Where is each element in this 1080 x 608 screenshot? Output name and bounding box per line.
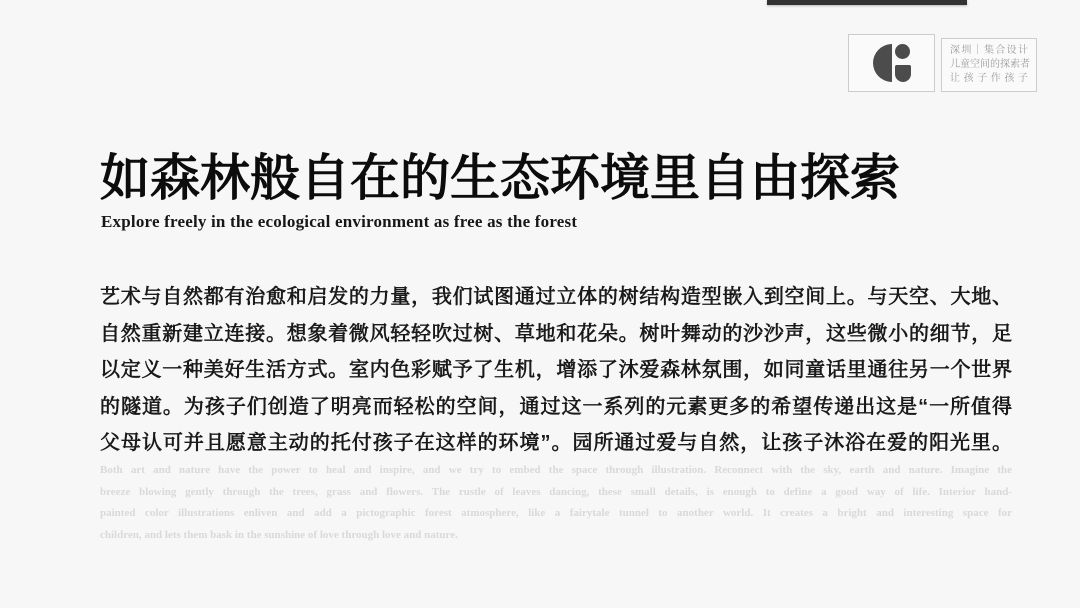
cn-text-line: 以定义一种美好生活方式。室内色彩赋予了生机，增添了沐爱森林氛围，如同童话里通往另一个世界 [100,359,1012,381]
logo-tagline-line: 深圳｜集合设计 [950,45,1028,56]
en-text-line: Both art and nature have the power to heal and inspire, and we try to embed the space through illustration. Reconnect with the sky, earth and nature. Imagine the [100,464,1012,476]
monogram-dot [895,44,910,59]
logo-mark-box [848,34,935,92]
cn-text-line: 自然重新建立连接。想象着微风轻轻吹过树、草地和花朵。树叶舞动的沙沙声，这些微小的细节，足 [100,322,1012,345]
en-text-line: breeze blowing gently through the trees, grass and flowers. The rustle of leaves dancing, these small details, is enough to define a good way of life. Interior hand- [100,485,1012,498]
en-text-line: children, and lets them bask in the sunshine of love through love and nature. [100,528,458,541]
monogram-fan [895,65,911,82]
logo-tagline-box [941,38,1037,92]
logo-tagline-line: 让孩子作孩子 [950,73,1028,84]
top-accent-bar [767,0,967,5]
body-paragraph-english [100,460,1012,546]
cn-text-line: 的隧道。为孩子们创造了明亮而轻松的空间，通过这一系列的元素更多的希望传递出这是“一所值得 [100,395,1012,418]
monogram-column [895,44,911,82]
ci-monogram-icon [873,44,911,82]
body-paragraph-chinese [100,279,1012,462]
en-text-line: painted color illustrations enliven and add a pictographic forest atmosphere, like a fairytale tunnel to another world. It creates a bright and interesting space for [100,507,1012,519]
page-subtitle: Explore freely in the ecological environment as free as the forest [101,212,578,231]
cn-text-line: 艺术与自然都有治愈和启发的力量，我们试图通过立体的树结构造型嵌入到空间上。与天空、大地、 [100,286,1012,308]
logo-tagline-line: 儿童空间的探索者 [950,59,1030,70]
monogram-halfdisc [873,44,892,82]
page-title: 如森林般自在的生态环境里自由探索 [100,150,900,206]
cn-text-line: 父母认可并且愿意主动的托付孩子在这样的环境”。园所通过爱与自然，让孩子沐浴在爱的阳光里。 [100,432,1012,454]
